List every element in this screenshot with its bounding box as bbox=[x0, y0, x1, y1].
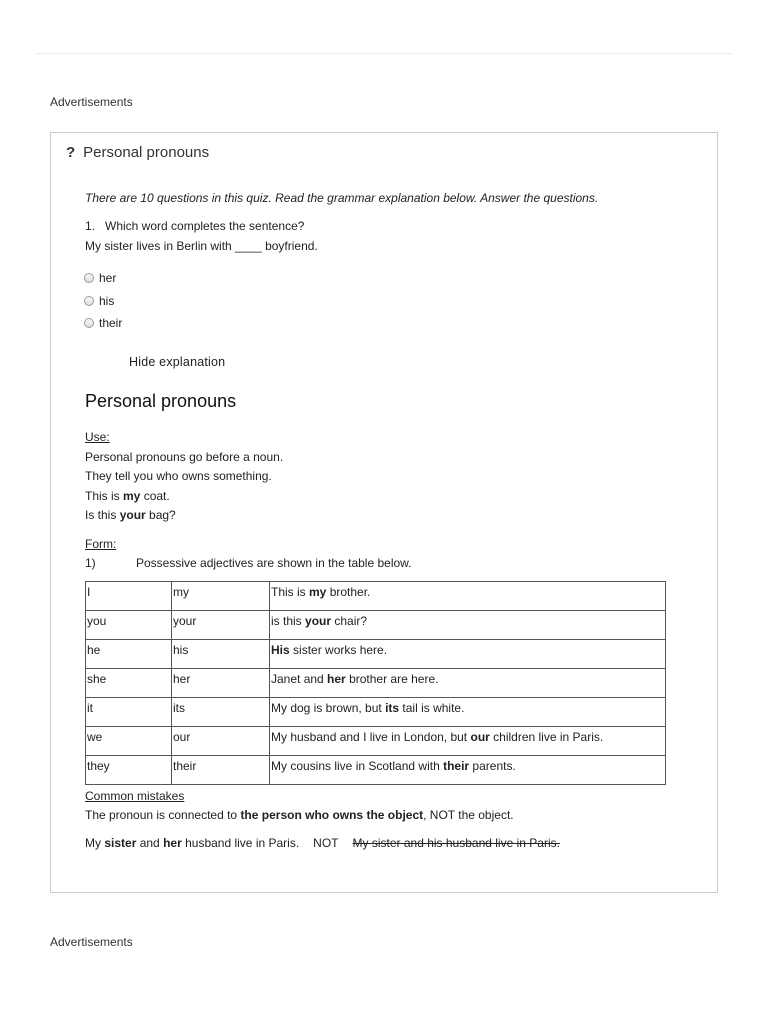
adjective-cell: your bbox=[172, 610, 270, 639]
table-row bbox=[86, 581, 666, 610]
adjective-cell: their bbox=[172, 755, 270, 784]
explanation-title: Personal pronouns bbox=[85, 391, 237, 411]
common-mistakes-label: Common mistakes bbox=[85, 788, 185, 803]
use-line: Personal pronouns go before a noun. bbox=[85, 449, 284, 464]
example-cell: is this your chair? bbox=[270, 610, 666, 639]
option-label: her bbox=[99, 271, 117, 286]
pronoun-cell: I bbox=[86, 581, 172, 610]
option-her[interactable] bbox=[84, 267, 122, 290]
use-line: They tell you who owns something. bbox=[85, 469, 272, 483]
adjective-cell: its bbox=[172, 697, 270, 726]
pronoun-cell: we bbox=[86, 726, 172, 755]
top-divider bbox=[36, 53, 733, 54]
quiz-panel bbox=[50, 132, 718, 893]
table-row bbox=[86, 697, 666, 726]
question-text: Which word completes the sentence? bbox=[105, 219, 305, 233]
example-cell: My cousins live in Scotland with their parents. bbox=[270, 755, 666, 784]
option-label: his bbox=[99, 293, 115, 308]
explanation-section bbox=[85, 391, 685, 853]
use-label: Use: bbox=[85, 430, 110, 444]
option-his[interactable] bbox=[84, 290, 122, 313]
pronoun-cell: they bbox=[86, 755, 172, 784]
adjective-cell: her bbox=[172, 668, 270, 697]
pronoun-cell: she bbox=[86, 668, 172, 697]
option-label: their bbox=[99, 316, 123, 331]
radio-button[interactable] bbox=[84, 273, 94, 283]
advertisements-label-bottom: Advertisements bbox=[50, 935, 133, 949]
quiz-intro: There are 10 questions in this quiz. Read the grammar explanation below. Answer the questions. bbox=[85, 191, 599, 205]
pronoun-cell: it bbox=[86, 697, 172, 726]
table-row bbox=[86, 755, 666, 784]
option-their[interactable] bbox=[84, 312, 122, 335]
advertisements-label-top: Advertisements bbox=[50, 95, 133, 109]
pronoun-cell: you bbox=[86, 610, 172, 639]
example-cell: My husband and I live in London, but our children live in Paris. bbox=[270, 726, 666, 755]
answer-options bbox=[84, 267, 122, 335]
not-label: NOT bbox=[313, 835, 339, 850]
pronoun-cell: he bbox=[86, 639, 172, 668]
form-point: 1) Possessive adjectives are shown in the table below. bbox=[85, 556, 412, 570]
question-block bbox=[85, 216, 318, 256]
table-row bbox=[86, 726, 666, 755]
wrong-example: My sister and his husband live in Paris. bbox=[352, 835, 560, 850]
use-example: Is this your bag? bbox=[85, 508, 176, 522]
hide-explanation-button[interactable]: Hide explanation bbox=[129, 355, 226, 369]
form-label: Form: bbox=[85, 536, 117, 551]
question-sentence: My sister lives in Berlin with ____ boyfriend. bbox=[85, 239, 318, 253]
possessive-table bbox=[85, 581, 666, 785]
adjective-cell: his bbox=[172, 639, 270, 668]
question-mark-icon: ? bbox=[66, 144, 76, 161]
table-row bbox=[86, 639, 666, 668]
example-cell: My dog is brown, but its tail is white. bbox=[270, 697, 666, 726]
adjective-cell: my bbox=[172, 581, 270, 610]
example-cell: His sister works here. bbox=[270, 639, 666, 668]
table-row bbox=[86, 610, 666, 639]
quiz-header bbox=[66, 144, 209, 161]
radio-button[interactable] bbox=[84, 296, 94, 306]
table-row bbox=[86, 668, 666, 697]
mistake-example: My sister and her husband live in Paris. NOT My sister and his husband live in Paris. bbox=[85, 835, 560, 850]
example-cell: Janet and her brother are here. bbox=[270, 668, 666, 697]
question-number: 1. bbox=[85, 219, 96, 233]
use-example: This is my coat. bbox=[85, 488, 170, 503]
radio-button[interactable] bbox=[84, 318, 94, 328]
quiz-title: Personal pronouns bbox=[83, 144, 210, 161]
adjective-cell: our bbox=[172, 726, 270, 755]
example-cell: This is my brother. bbox=[270, 581, 666, 610]
mistake-rule: The pronoun is connected to the person who owns the object, NOT the object. bbox=[85, 808, 514, 822]
